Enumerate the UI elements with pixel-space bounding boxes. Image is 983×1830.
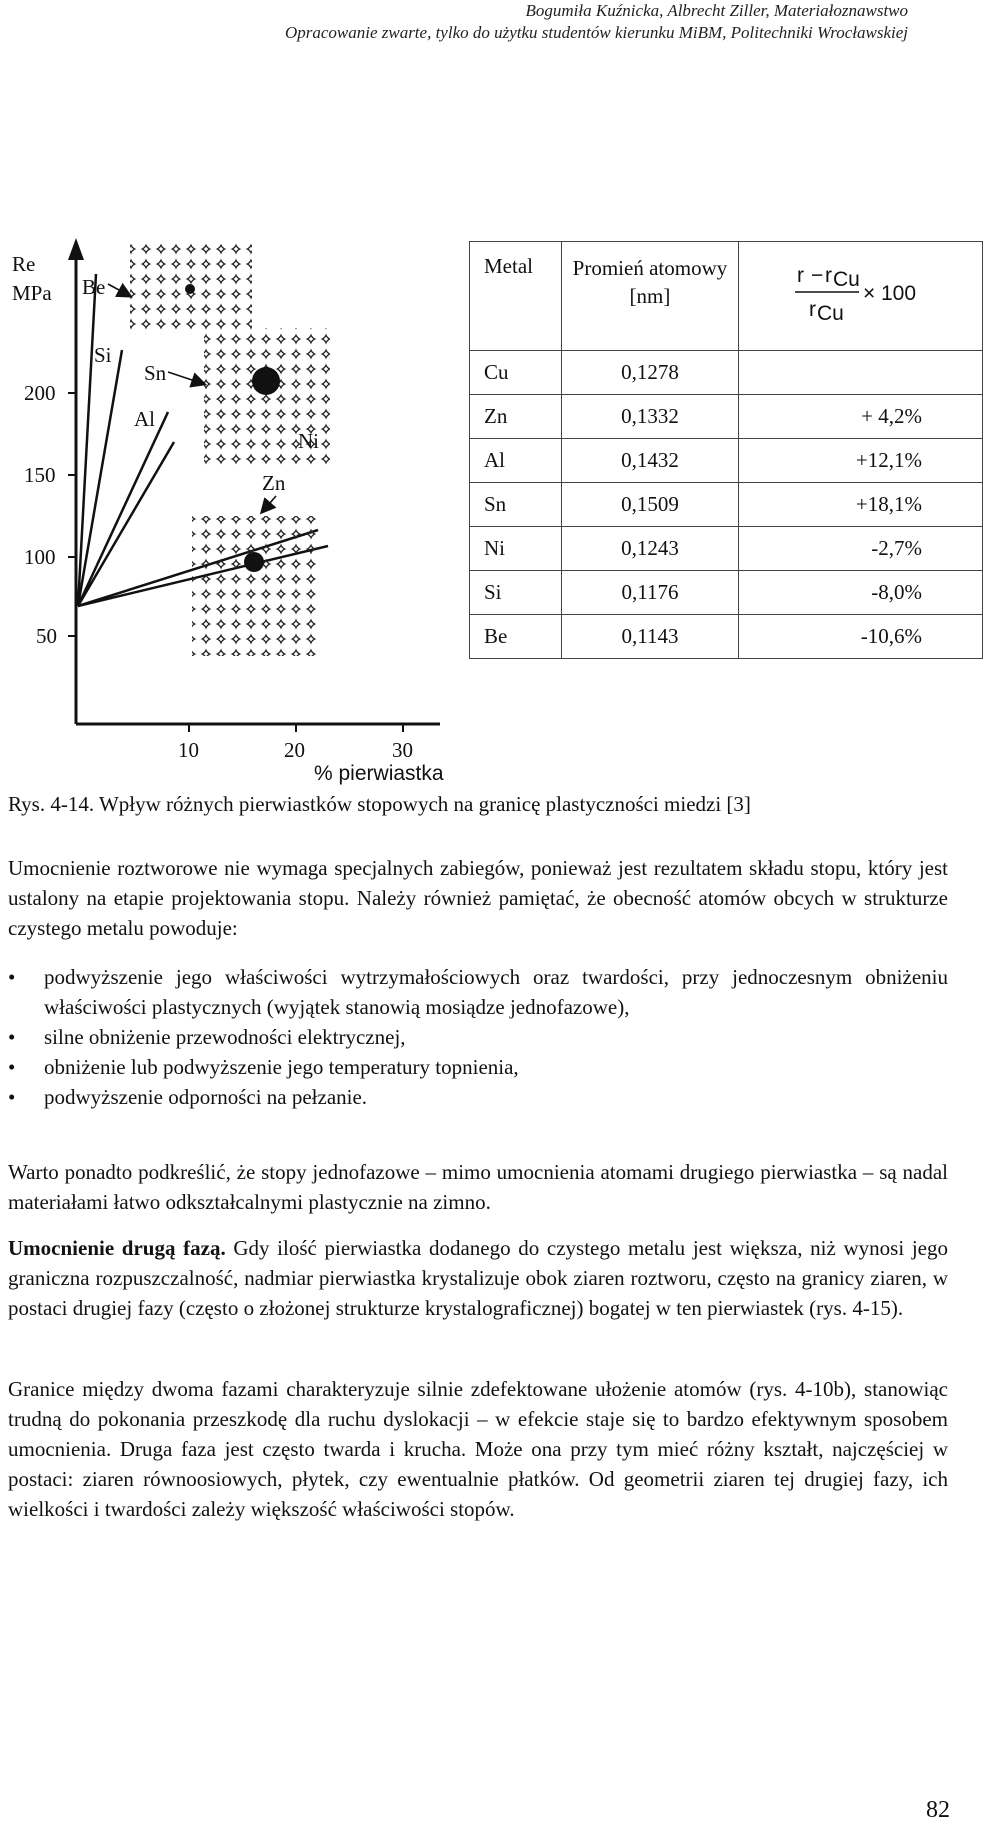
table-row: Ni 0,1243 -2,7% <box>470 527 983 571</box>
lattice-zn <box>192 516 316 656</box>
table-header-row <box>470 242 983 351</box>
label-be: Be <box>82 275 106 299</box>
table-row: Sn 0,1509 +18,1% <box>470 483 983 527</box>
y-axis-label-unit: MPa <box>12 281 52 305</box>
label-sn: Sn <box>144 361 167 385</box>
solute-atom-small <box>185 284 195 294</box>
list-item: • silne obniżenie przewodności elektrycznej, <box>8 1022 948 1052</box>
table-row: Be 0,1143 -10,6% <box>470 615 983 659</box>
figure-caption: Rys. 4-14. Wpływ różnych pierwiastków stopowych na granicę plastyczności miedzi [3] <box>8 792 751 816</box>
arrow-be <box>108 284 130 296</box>
solute-atom-large <box>252 367 280 395</box>
page-number: 82 <box>926 1797 950 1823</box>
paragraph-single-phase: Warto ponadto podkreślić, że stopy jednofazowe – mimo umocnienia atomami drugiego pierwiastka – są nadal materiałami łatwo odkształcalnymi plastycznie na zimno. <box>8 1160 948 1214</box>
relative-radius-formula <box>763 254 958 324</box>
svg-text:Cu: Cu <box>816 302 844 325</box>
solute-atom-medium <box>244 552 264 572</box>
x-tick-label: 10 <box>178 738 199 762</box>
header-note: Opracowanie zwarte, tylko do użytku studentów kierunku MiBM, Politechniki Wrocławskiej <box>284 23 908 42</box>
list-item: • podwyższenie jego właściwości wytrzymałościowych oraz twardości, przy jednoczesnym obniżeniu właściwości plastycznych (wyjątek stanowią mosiądze jednofazowe), <box>8 962 948 1022</box>
svg-text:Cu: Cu <box>832 268 860 291</box>
y-axis-label-re: Re <box>12 252 36 276</box>
y-tick-label: 100 <box>24 545 56 569</box>
x-tick-label: 20 <box>284 738 305 762</box>
svg-text:r: r <box>796 264 804 287</box>
svg-text:r: r <box>824 264 832 287</box>
label-ni: Ni <box>298 429 319 453</box>
y-tick-label: 200 <box>24 381 56 405</box>
arrow-sn <box>168 372 204 384</box>
list-item: • obniżenie lub podwyższenie jego temperatury topnienia, <box>8 1052 948 1082</box>
svg-text:×: × <box>862 282 876 305</box>
header-authors: Bogumiła Kuźnicka, Albrecht Ziller, Materiałoznawstwo <box>525 1 908 20</box>
label-si: Si <box>94 343 112 367</box>
table-header-formula <box>738 242 982 351</box>
x-axis-label: % pierwiastka <box>314 762 444 785</box>
arrow-zn <box>262 496 276 512</box>
yield-strength-plot <box>12 234 466 794</box>
svg-text:−: − <box>810 264 824 287</box>
table-row: Zn 0,1332 + 4,2% <box>470 395 983 439</box>
section-heading: Umocnienie drugą fazą. <box>8 1236 226 1260</box>
line-sn <box>78 412 168 606</box>
label-al: Al <box>134 407 155 431</box>
svg-text:r: r <box>808 298 816 321</box>
x-tick-label: 30 <box>392 738 413 762</box>
table-row: Cu 0,1278 <box>470 351 983 395</box>
table-row: Al 0,1432 +12,1% <box>470 439 983 483</box>
y-tick-label: 50 <box>36 624 57 648</box>
paragraph-phase-boundaries: Granice między dwoma fazami charakteryzuje silnie zdefektowane ułożenie atomów (rys. 4-10b), stanowiąc trudną do pokonania przeszkodę dla ruchu dyslokacji – w efekcie staje się to bardzo efektywnym sposobem umocnienia. Druga faza jest często twarda i krucha. Może ona przy tym mieć różny kształt, najczęściej w postaci: ziaren równoosiowych, płytek, czy ewentualnie płatków. Od geometrii ziaren tej drugiej fazy, ich wielkości i twardości zależy większość właściwości stopów. <box>8 1377 948 1521</box>
label-zn: Zn <box>262 471 286 495</box>
figure-4-14 <box>12 234 960 794</box>
svg-text:100: 100 <box>880 282 916 305</box>
page-header <box>0 0 908 44</box>
effects-list <box>8 962 948 1112</box>
table-row: Si 0,1176 -8,0% <box>470 571 983 615</box>
table-header-radius: Promień atomowy [nm] <box>562 242 739 351</box>
list-item: • podwyższenie odporności na pełzanie. <box>8 1082 948 1112</box>
y-tick-label: 150 <box>24 463 56 487</box>
y-axis-arrow <box>68 238 84 260</box>
table-header-metal: Metal <box>470 242 562 351</box>
paragraph-second-phase: Umocnienie drugą fazą. Gdy ilość pierwiastka dodanego do czystego metalu jest większa, niż wynosi jego graniczna rozpuszczalność, nadmiar pierwiastka krystalizuje obok ziaren roztworu, często na granicy ziaren, w postaci drugiej fazy (często o złożonej strukturze krystalograficznej) bogatej w ten pierwiastek (rys. 4-15). <box>8 1236 948 1320</box>
paragraph-intro: Umocnienie roztworowe nie wymaga specjalnych zabiegów, ponieważ jest rezultatem składu stopu, który jest ustalony na etapie projektowania stopu. Należy również pamiętać, że obecność atomów obcych w strukturze czystego metalu powoduje: <box>8 856 948 940</box>
atomic-radius-table <box>469 241 983 659</box>
